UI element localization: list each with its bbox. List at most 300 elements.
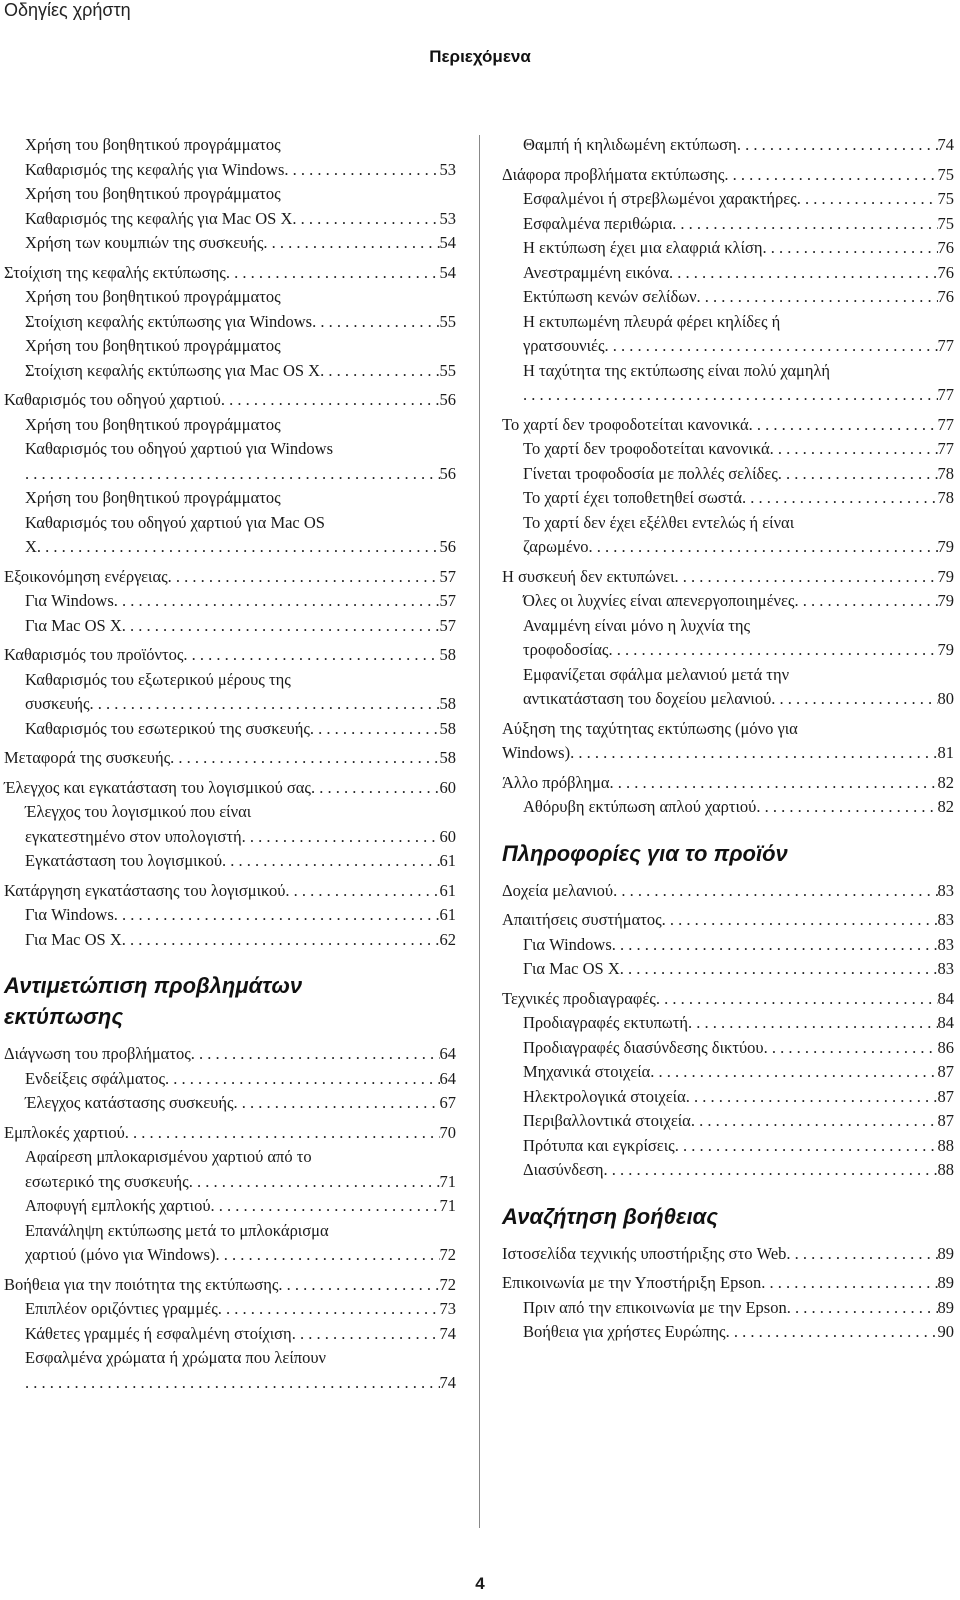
toc-entry-title: Δοχεία μελανιού [502, 880, 614, 900]
toc-entry[interactable] [4, 486, 456, 560]
toc-page-number: 71 [439, 1196, 456, 1215]
toc-entry-text: Εσφαλμένα χρώματα ή χρώματα που λείπουν [25, 1348, 326, 1367]
dot-leader [697, 285, 938, 310]
dot-leader [749, 413, 938, 438]
toc-entry[interactable] [4, 928, 456, 953]
toc-entry[interactable] [502, 1011, 954, 1036]
toc-entry-text: Χρήση του βοηθητικού προγράμματος [25, 184, 281, 203]
toc-page-number: 54 [439, 233, 456, 252]
toc-entry-title: Εσφαλμένα περιθώρια [523, 213, 673, 233]
toc-entry[interactable] [4, 879, 456, 904]
toc-entry-title: Βοήθεια για χρήστες Ευρώπης [523, 1322, 726, 1341]
dot-leader [285, 879, 439, 904]
toc-entry[interactable] [502, 795, 954, 820]
toc-entry[interactable] [4, 1194, 456, 1219]
toc-page-number: 82 [937, 797, 954, 816]
chapter-heading-line: εκτύπωσης [4, 1004, 124, 1029]
dot-leader [763, 236, 938, 261]
toc-page-number: 62 [439, 929, 456, 949]
toc-entry-title: Στοίχιση κεφαλής εκτύπωσης για Windows [25, 311, 313, 331]
toc-entry[interactable] [502, 285, 954, 310]
toc-page-number: 79 [937, 537, 954, 556]
toc-page-number: 77 [937, 414, 954, 434]
toc-entry[interactable] [502, 1109, 954, 1134]
toc-entry-text: Αφαίρεση μπλοκαρισμένου χαρτιού από το [25, 1147, 312, 1166]
toc-entry-title: Έλεγχος και εγκατάσταση του λογισμικού σας [4, 777, 311, 797]
toc-entry-title: Θαμπή ή κηλιδωμένη εκτύπωση [523, 135, 737, 154]
toc-entry[interactable] [4, 1297, 456, 1322]
toc-page-number: 77 [937, 336, 954, 355]
dot-leader [770, 437, 938, 462]
toc-entry-title: Για Mac OS X [25, 929, 122, 949]
toc-entry[interactable] [502, 987, 954, 1012]
toc-page-number: 58 [439, 694, 456, 713]
dot-leader [218, 1297, 440, 1322]
dot-leader [284, 158, 439, 183]
toc-entry[interactable] [4, 717, 456, 742]
toc-page-number: 56 [439, 390, 456, 409]
toc-page-number: 60 [439, 826, 456, 846]
toc-entry-text: Χρήση του βοηθητικού προγράμματος [25, 336, 281, 355]
toc-entry-title: χαρτιού (μόνο για Windows) [25, 1245, 216, 1264]
dot-leader [742, 486, 938, 511]
toc-entry-title: συσκευής [25, 694, 90, 713]
toc-entry[interactable] [4, 643, 456, 668]
toc-page-number: 87 [937, 1062, 954, 1081]
toc-entry-title: Προδιαγραφές διασύνδεσης δικτύου [523, 1037, 764, 1057]
dot-leader [609, 771, 937, 796]
toc-entry-title: Το χαρτί δεν τροφοδοτείται κανονικά [502, 414, 749, 434]
toc-entry-title: Διασύνδεση [523, 1160, 604, 1179]
toc-entry[interactable] [502, 614, 954, 663]
toc-page-number: 89 [937, 1243, 954, 1263]
dot-leader [786, 1242, 937, 1267]
toc-page-number: 55 [439, 360, 456, 380]
dot-leader [764, 1036, 938, 1061]
toc-entry-title: Βοήθεια για την ποιότητα της εκτύπωσης [4, 1274, 279, 1294]
toc-entry-title: Μηχανικά στοιχεία [523, 1062, 651, 1081]
toc-entry-text: Χρήση του βοηθητικού προγράμματος [25, 135, 281, 154]
toc-entry-text: Εμφανίζεται σφάλμα μελανιού μετά την [523, 664, 790, 684]
toc-entry[interactable] [502, 359, 954, 408]
dot-leader [90, 692, 440, 717]
toc-left-column [4, 133, 456, 1395]
toc-entry-text: Καθαρισμός του οδηγού χαρτιού για Mac OS [25, 512, 325, 532]
dot-leader [737, 133, 938, 158]
document-title: Οδηγίες χρήστη [4, 0, 131, 20]
toc-entry-title: Διάφορα προβλήματα εκτύπωσης [502, 164, 725, 184]
toc-entry[interactable] [4, 388, 456, 413]
dot-leader [25, 462, 440, 487]
toc-entry-text: Έλεγχος του λογισμικού που είναι [25, 802, 252, 821]
toc-page-number: 89 [937, 1273, 954, 1292]
toc-entry[interactable] [4, 849, 456, 874]
toc-entry[interactable] [502, 589, 954, 614]
toc-page-number: 72 [439, 1274, 456, 1294]
toc-page-number: 56 [439, 463, 456, 483]
dot-leader [603, 1158, 937, 1183]
toc-page-number: 90 [937, 1322, 954, 1341]
toc-entry[interactable] [502, 663, 954, 712]
toc-entry[interactable] [4, 746, 456, 771]
dot-leader [675, 1134, 938, 1159]
toc-entry-title: Εξοικονόμηση ενέργειας [4, 566, 168, 586]
dot-leader [211, 1194, 440, 1219]
toc-entry[interactable] [4, 776, 456, 801]
dot-leader [37, 535, 440, 560]
toc-entry-text: Η εκτυπωμένη πλευρά φέρει κηλίδες ή [523, 311, 781, 331]
dot-leader [226, 261, 440, 286]
toc-entry-title: Στοίχιση της κεφαλής εκτύπωσης [4, 262, 226, 282]
toc-entry-title: Αθόρυβη εκτύπωση απλού χαρτιού [523, 797, 757, 816]
toc-page-number: 71 [439, 1171, 456, 1191]
toc-entry-title: Καθαρισμός του εσωτερικού της συσκευής [25, 718, 310, 738]
toc-page-number: 75 [937, 164, 954, 184]
toc-entry-title: Ανεστραμμένη εικόνα [523, 262, 669, 282]
toc-entry[interactable] [502, 187, 954, 212]
toc-entry-title: Για Mac OS X [523, 959, 620, 978]
toc-page-number: 76 [937, 262, 954, 282]
toc-entry-title: Κάθετες γραμμές ή εσφαλμένη στοίχιση [25, 1323, 292, 1343]
toc-page-number: 57 [439, 566, 456, 586]
dot-leader [570, 741, 937, 766]
toc-entry-text: Η ταχύτητα της εκτύπωσης είναι πολύ χαμηλή [523, 360, 830, 380]
chapter-heading-line: Αντιμετώπιση προβλημάτων [4, 973, 303, 998]
toc-entry-title: Άλλο πρόβλημα [502, 772, 610, 792]
dot-leader [669, 261, 938, 286]
toc-page-number: 83 [937, 934, 954, 954]
toc-entry-title: τροφοδοσίας [523, 640, 609, 659]
toc-entry-title: Για Windows [523, 934, 612, 954]
toc-page-number: 53 [439, 208, 456, 228]
dot-leader [797, 187, 938, 212]
toc-page-number: 53 [439, 159, 456, 179]
dot-leader [686, 1085, 938, 1110]
toc-entry-text: Χρήση του βοηθητικού προγράμματος [25, 488, 281, 507]
toc-entry[interactable] [502, 133, 954, 158]
toc-page-number: 78 [937, 488, 954, 507]
toc-page-number: 70 [439, 1122, 456, 1142]
toc-entry[interactable] [4, 614, 456, 639]
toc-entry-title: Καθαρισμός του προϊόντος [4, 645, 184, 664]
toc-page-number: 61 [439, 880, 456, 900]
dot-leader [656, 987, 938, 1012]
toc-entry[interactable] [502, 879, 954, 904]
dot-leader [114, 589, 440, 614]
toc-entry-text: Χρήση του βοηθητικού προγράμματος [25, 287, 281, 306]
toc-entry-text: Χρήση του βοηθητικού προγράμματος [25, 414, 281, 434]
toc-page-number: 57 [439, 591, 456, 610]
toc-entry[interactable] [502, 1271, 954, 1296]
toc-entry-title: Τεχνικές προδιαγραφές [502, 988, 656, 1008]
toc-entry[interactable] [4, 1346, 456, 1395]
toc-entry-title: Έλεγχος κατάστασης συσκευής [25, 1093, 234, 1112]
toc-entry-title: Επικοινωνία με την Υποστήριξη Epson [502, 1273, 762, 1292]
dot-leader [761, 1271, 937, 1296]
dot-leader [189, 1170, 440, 1195]
dot-leader [221, 388, 440, 413]
toc-entry[interactable] [4, 261, 456, 286]
toc-entry[interactable] [4, 231, 456, 256]
toc-entry[interactable] [502, 1036, 954, 1061]
toc-page-number: 57 [439, 615, 456, 635]
toc-page-number: 74 [439, 1323, 456, 1343]
toc-entry-title: Για Windows [25, 905, 114, 924]
toc-page-number: 83 [937, 910, 954, 929]
toc-entry-title: Το χαρτί δεν τροφοδοτείται κανονικά [523, 439, 770, 458]
toc-entry-title: Το χαρτί έχει τοποθετηθεί σωστά [523, 488, 742, 507]
dot-leader [292, 207, 439, 232]
toc-entry-title: Απαιτήσεις συστήματος [502, 910, 662, 929]
toc-entry[interactable] [502, 717, 954, 766]
dot-leader [688, 1011, 937, 1036]
toc-entry[interactable] [4, 565, 456, 590]
toc-page-number: 80 [937, 689, 954, 708]
toc-entry-title: εγκατεστημένο στον υπολογιστή [25, 826, 242, 846]
dot-leader [613, 879, 937, 904]
toc-entry[interactable] [502, 486, 954, 511]
toc-entry[interactable] [502, 1320, 954, 1345]
toc-entry[interactable] [4, 285, 456, 334]
toc-entry[interactable] [502, 1060, 954, 1085]
dot-leader [724, 163, 937, 188]
toc-entry-title: Μεταφορά της συσκευής [4, 748, 171, 767]
toc-entry-title: Γίνεται τροφοδοσία με πολλές σελίδες [523, 463, 778, 483]
toc-entry[interactable] [502, 1296, 954, 1321]
dot-leader [263, 231, 439, 256]
toc-page-number: 81 [937, 743, 954, 762]
toc-entry[interactable] [502, 413, 954, 438]
dot-leader [691, 1109, 938, 1134]
toc-entry-title: Κατάργηση εγκατάστασης του λογισμικού [4, 880, 286, 900]
toc-entry[interactable] [4, 1219, 456, 1268]
chapter-heading [502, 838, 954, 869]
toc-entry-title: Εσφαλμένοι ή στρεβλωμένοι χαρακτήρες [523, 189, 797, 208]
chapter-heading-line: Αναζήτηση βοήθειας [502, 1203, 718, 1229]
toc-entry-title: Εμπλοκές χαρτιού [4, 1122, 125, 1142]
chapter-heading [4, 970, 456, 1032]
toc-page-number: 58 [439, 718, 456, 738]
dot-leader [612, 933, 938, 958]
toc-page-number: 54 [439, 262, 456, 282]
toc-page-number: 60 [439, 777, 456, 797]
toc-entry[interactable] [502, 163, 954, 188]
toc-entry-title: Όλες οι λυχνίες είναι απενεργοποιημένες [523, 591, 795, 610]
toc-entry-title: Ηλεκτρολογικά στοιχεία [523, 1086, 686, 1106]
toc-page-number: 73 [439, 1299, 456, 1318]
dot-leader [588, 535, 937, 560]
toc-entry[interactable] [4, 1067, 456, 1092]
toc-entry-title: Χρήση των κουμπιών της συσκευής [25, 233, 264, 252]
toc-page-number: 83 [937, 959, 954, 978]
toc-entry-text: Αναμμένη είναι μόνο η λυχνία της [523, 615, 751, 635]
toc-entry-title: ζαρωμένο [523, 537, 589, 556]
dot-leader [191, 1042, 440, 1067]
toc-entry[interactable] [4, 903, 456, 928]
toc-page-number: 77 [937, 439, 954, 458]
toc-entry[interactable] [502, 212, 954, 237]
toc-page-number: 58 [439, 748, 456, 767]
toc-entry[interactable] [4, 334, 456, 383]
toc-entry-title: Για Mac OS X [25, 615, 122, 635]
toc-entry-title: Η εκτύπωση έχει μια ελαφριά κλίση [523, 238, 763, 257]
dot-leader [215, 1243, 439, 1268]
toc-entry-text: Καθαρισμός του εξωτερικού μέρους της [25, 669, 291, 689]
toc-page-number: 76 [937, 287, 954, 306]
toc-entry[interactable] [502, 511, 954, 560]
toc-entry-text: Επανάληψη εκτύπωσης μετά το μπλοκάρισμα [25, 1220, 329, 1240]
toc-entry[interactable] [502, 933, 954, 958]
chapter-heading-line: Πληροφορίες για το προϊόν [502, 840, 788, 866]
toc-page-number: 74 [439, 1372, 456, 1392]
toc-entry-title: Επιπλέον οριζόντιες γραμμές [25, 1299, 218, 1318]
dot-leader [778, 462, 938, 487]
section-heading: Περιεχόμενα [429, 47, 531, 66]
toc-entry[interactable] [4, 1091, 456, 1116]
toc-entry[interactable] [502, 1085, 954, 1110]
dot-leader [122, 614, 440, 639]
toc-entry-title: Προδιαγραφές εκτυπωτή [523, 1013, 689, 1032]
dot-leader [311, 776, 440, 801]
dot-leader [650, 1060, 937, 1085]
dot-leader [125, 1121, 440, 1146]
toc-page-number: 58 [439, 645, 456, 664]
toc-page-number: 87 [937, 1111, 954, 1130]
dot-leader [183, 643, 439, 668]
toc-entry-title: Εγκατάσταση του λογισμικού [25, 851, 222, 870]
toc-entry[interactable] [502, 771, 954, 796]
toc-entry[interactable] [4, 1322, 456, 1347]
toc-entry[interactable] [502, 437, 954, 462]
toc-entry-title: Καθαρισμός της κεφαλής για Mac OS X [25, 208, 293, 228]
toc-entry[interactable] [502, 462, 954, 487]
toc-page-number: 75 [937, 189, 954, 208]
dot-leader [310, 717, 440, 742]
toc-page-number: 76 [937, 238, 954, 257]
dot-leader [604, 334, 937, 359]
toc-page-number: 83 [937, 880, 954, 900]
toc-entry[interactable] [4, 413, 456, 487]
dot-leader [608, 638, 937, 663]
toc-entry-title: αντικατάσταση του δοχείου μελανιού [523, 689, 772, 708]
toc-page-number: 72 [439, 1245, 456, 1264]
toc-page-number: 79 [937, 640, 954, 659]
toc-entry-title: X [25, 537, 37, 556]
toc-entry-title: γρατσουνιές [523, 336, 605, 355]
toc-entry-text: Καθαρισμός του οδηγού χαρτιού για Windows [25, 439, 334, 458]
dot-leader [794, 589, 937, 614]
toc-entry[interactable] [4, 133, 456, 182]
toc-page-number: 77 [937, 385, 954, 404]
toc-entry[interactable] [502, 1134, 954, 1159]
toc-page-number: 88 [937, 1135, 954, 1155]
dot-leader [756, 795, 937, 820]
toc-entry[interactable] [4, 1273, 456, 1298]
toc-page-number: 56 [439, 537, 456, 556]
toc-entry[interactable] [502, 1242, 954, 1267]
chapter-heading [502, 1201, 954, 1232]
toc-entry[interactable] [502, 1158, 954, 1183]
toc-page-number: 64 [439, 1044, 456, 1063]
toc-page-number: 75 [937, 213, 954, 233]
toc-page-number: 84 [937, 1013, 954, 1032]
toc-page-number: 89 [937, 1297, 954, 1317]
toc-entry[interactable] [502, 310, 954, 359]
dot-leader [320, 359, 439, 384]
toc-page-number: 79 [937, 566, 954, 586]
dot-leader [662, 908, 938, 933]
toc-page-number: 82 [937, 772, 954, 792]
toc-entry[interactable] [502, 261, 954, 286]
toc-right-column [502, 133, 954, 1345]
toc-entry[interactable] [502, 236, 954, 261]
toc-entry[interactable] [4, 1042, 456, 1067]
toc-page-number: 87 [937, 1086, 954, 1106]
toc-entry-title: Πρότυπα και εγκρίσεις [523, 1135, 675, 1155]
toc-entry-title: Αποφυγή εμπλοκής χαρτιού [25, 1196, 211, 1215]
toc-entry-title: εσωτερικό της συσκευής [25, 1171, 189, 1191]
toc-entry-title: Καθαρισμός της κεφαλής για Windows [25, 159, 285, 179]
dot-leader [242, 825, 440, 850]
dot-leader [168, 565, 440, 590]
dot-leader [122, 928, 440, 953]
toc-entry-title: Καθαρισμός του οδηγού χαρτιού [4, 390, 221, 409]
toc-entry[interactable] [502, 908, 954, 933]
toc-page-number: 74 [937, 135, 954, 154]
dot-leader [222, 849, 440, 874]
toc-entry[interactable] [502, 957, 954, 982]
toc-entry-title: Ενδείξεις σφάλματος [25, 1068, 166, 1088]
toc-entry[interactable] [4, 589, 456, 614]
dot-leader [114, 903, 440, 928]
toc-entry-title: Περιβαλλοντικά στοιχεία [523, 1111, 691, 1130]
page-number: 4 [475, 1574, 485, 1593]
toc-entry-title: Για Windows [25, 591, 114, 610]
toc-entry-title: Στοίχιση κεφαλής εκτύπωσης για Mac OS X [25, 360, 321, 380]
dot-leader [523, 383, 938, 408]
dot-leader [675, 565, 938, 590]
dot-leader [278, 1273, 439, 1298]
toc-entry-title: Πριν από την επικοινωνία με την Epson [523, 1297, 787, 1317]
dot-leader [787, 1296, 938, 1321]
toc-entry[interactable] [4, 668, 456, 717]
toc-page-number: 55 [439, 311, 456, 331]
toc-entry-title: Windows) [502, 743, 571, 762]
dot-leader [620, 957, 938, 982]
toc-entry-text: Το χαρτί δεν έχει εξέλθει εντελώς ή είναι [523, 512, 795, 532]
dot-leader [25, 1371, 440, 1396]
dot-leader [672, 212, 937, 237]
toc-page-number: 64 [439, 1068, 456, 1088]
toc-page-number: 61 [439, 851, 456, 870]
toc-entry[interactable] [502, 565, 954, 590]
toc-page-number: 88 [937, 1160, 954, 1179]
toc-entry[interactable] [4, 182, 456, 231]
toc-entry[interactable] [4, 800, 456, 849]
toc-entry-title: Διάγνωση του προβλήματος [4, 1044, 191, 1063]
toc-page-number: 84 [937, 988, 954, 1008]
dot-leader [234, 1091, 440, 1116]
dot-leader [170, 746, 439, 771]
toc-entry[interactable] [4, 1121, 456, 1146]
dot-leader [726, 1320, 938, 1345]
toc-page-number: 67 [439, 1093, 456, 1112]
toc-page-number: 78 [937, 463, 954, 483]
toc-page-number: 86 [937, 1037, 954, 1057]
toc-entry[interactable] [4, 1145, 456, 1194]
toc-page-number: 61 [439, 905, 456, 924]
dot-leader [165, 1067, 439, 1092]
